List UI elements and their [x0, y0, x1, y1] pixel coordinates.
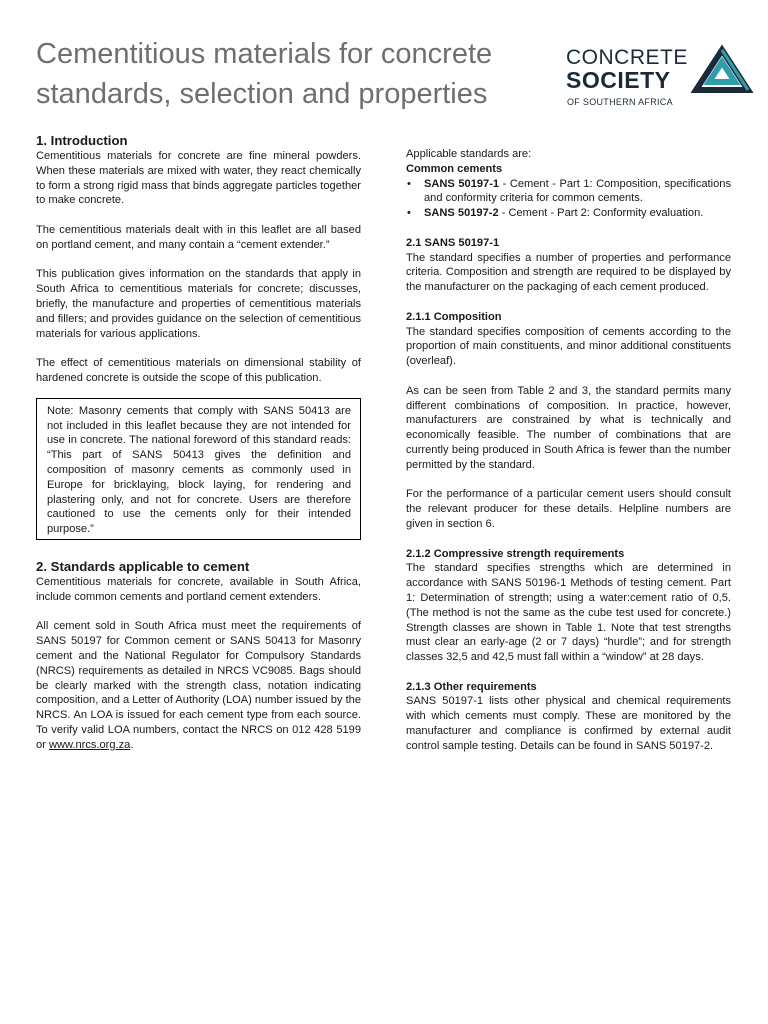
standards-paragraph-2-end: . — [130, 738, 134, 751]
standard-code: SANS 50197-2 — [424, 207, 499, 220]
section-heading-standards: 2. Standards applicable to cement — [36, 558, 250, 574]
section-heading-2-1-2: 2.1.2 Compressive strength requirements — [406, 547, 625, 560]
section-heading-introduction: 1. Introduction — [36, 133, 128, 148]
page-title — [36, 34, 556, 114]
note-box — [36, 398, 361, 540]
intro-paragraph-1: Cementitious materials for concrete are fine mineral powders. When these materials are mixed with water, they react chemically to form a strong rigid mass that binds aggregate particles together to make concrete. — [36, 150, 361, 207]
standards-paragraph-2 — [36, 619, 361, 752]
logo-line-society: SOCIETY — [566, 67, 671, 93]
section-2-1-1-paragraph-2: As can be seen from Table 2 and 3, the standard permits many different combinations of composition. In practice, however, manufacturers are constrained by what is technically and economically feasible. The number of combinations that are currently being produced in South Africa is fewer than the number permitted by the standard. — [406, 384, 731, 471]
standards-paragraph-1: Cementitious materials for concrete, available in South Africa, include common cements and portland cement extenders. — [36, 575, 361, 603]
concrete-society-triangle-mark-icon — [690, 44, 754, 96]
standard-description: - Cement - Part 2: Conformity evaluation. — [498, 207, 704, 220]
section-2-1-2-paragraph: The standard specifies strengths which are determined in accordance with SANS 50196-1 Methods of testing cement. Part 1: Determination of strength; using a water:cement ratio of 0,5. (The method is not the same as the cube test used for concrete.) Strength classes are shown in Table 1. Note that test strengths must clear an early-age (2 or 7 days) “hurdle”; and for strength classes 32,5 and 42,5 must fall within a “window” at 28 days. — [406, 562, 731, 664]
nrcs-website-link[interactable]: www.nrcs.org.za — [48, 738, 131, 751]
standard-description: - Cement - Part 1: Composition, specifications and conformity criteria for common cements. — [424, 177, 731, 205]
standards-list — [406, 177, 731, 221]
standards-paragraph-2-text: All cement sold in South Africa must meet the requirements of SANS 50197 for Common cement or SANS 50413 for Masonry cement and the National Regulator for Compulsory Standards (NRCS) requirements as detailed in NRCS VC9085. Bags should be clearly marked with the strength class, notation indicating composition, and a Letter of Authority (LOA) number issued by the NRCS. An LOA is issued for each cement type from each source. To verify valid LOA numbers, contact the NRCS on 012 428 5199 or — [36, 620, 361, 751]
list-item — [406, 206, 731, 221]
list-item — [406, 177, 731, 207]
logo-line-region: OF SOUTHERN AFRICA — [567, 97, 673, 107]
note-text: Note: Masonry cements that comply with SANS 50413 are not included in this leaflet because they are not intended for use in concrete. The national foreword of this standard reads: “This part of SANS 50413 gives the definition and composition of masonry cements as commonly used in Europe for bricklaying, block laying, for rendering and plastering only, and not for concrete. Users are therefore cautioned to use the cements only for their intended purpose.” — [47, 404, 351, 536]
concrete-society-logo — [566, 42, 756, 110]
section-2-1-3-paragraph: SANS 50197-1 lists other physical and chemical requirements with which cements must comply. These are monitored by the manufacturer and compliance is confirmed by external audit control sample testing. Details can be found in SANS 50197-2. — [406, 695, 731, 752]
section-heading-2-1-1: 2.1.1 Composition — [406, 310, 502, 323]
intro-paragraph-2: The cementitious materials dealt with in this leaflet are all based on portland cement, and many contain a “cement extender.” — [36, 223, 361, 251]
section-heading-2-1: 2.1 SANS 50197-1 — [406, 236, 500, 249]
page-title-line2: standards, selection and properties — [36, 78, 488, 110]
left-column — [36, 132, 361, 752]
intro-paragraph-4: The effect of cementitious materials on dimensional stability of hardened concrete is outside the scope of this publication. — [36, 357, 361, 384]
section-heading-2-1-3: 2.1.3 Other requirements — [406, 680, 537, 693]
section-2-1-1-paragraph-3: For the performance of a particular cement users should consult the relevant producer for these details. Helpline numbers are given in section 6. — [406, 488, 731, 530]
standard-code: SANS 50197-1 — [424, 177, 500, 190]
right-column — [406, 147, 731, 754]
applicable-standards-label: Applicable standards are: — [406, 148, 532, 160]
logo-line-concrete: CONCRETE — [566, 46, 688, 69]
page-title-line1: Cementitious materials for concrete — [36, 38, 493, 70]
intro-paragraph-3: This publication gives information on the standards that apply in South Africa to cementitious materials for concrete; discusses, briefly, the manufacture and properties of cementitious materials and fillers; and provides guidance on the selection of cementitious materials for various applications. — [36, 268, 361, 340]
common-cements-heading: Common cements — [406, 162, 503, 175]
section-2-1-paragraph: The standard specifies a number of properties and performance criteria. Composition and strength are required to be displayed by the manufacturer on the packaging of each cement produced. — [406, 251, 731, 294]
section-2-1-1-paragraph-1: The standard specifies composition of cements according to the proportion of main constituents, and minor additional constituents (overleaf). — [406, 325, 731, 368]
